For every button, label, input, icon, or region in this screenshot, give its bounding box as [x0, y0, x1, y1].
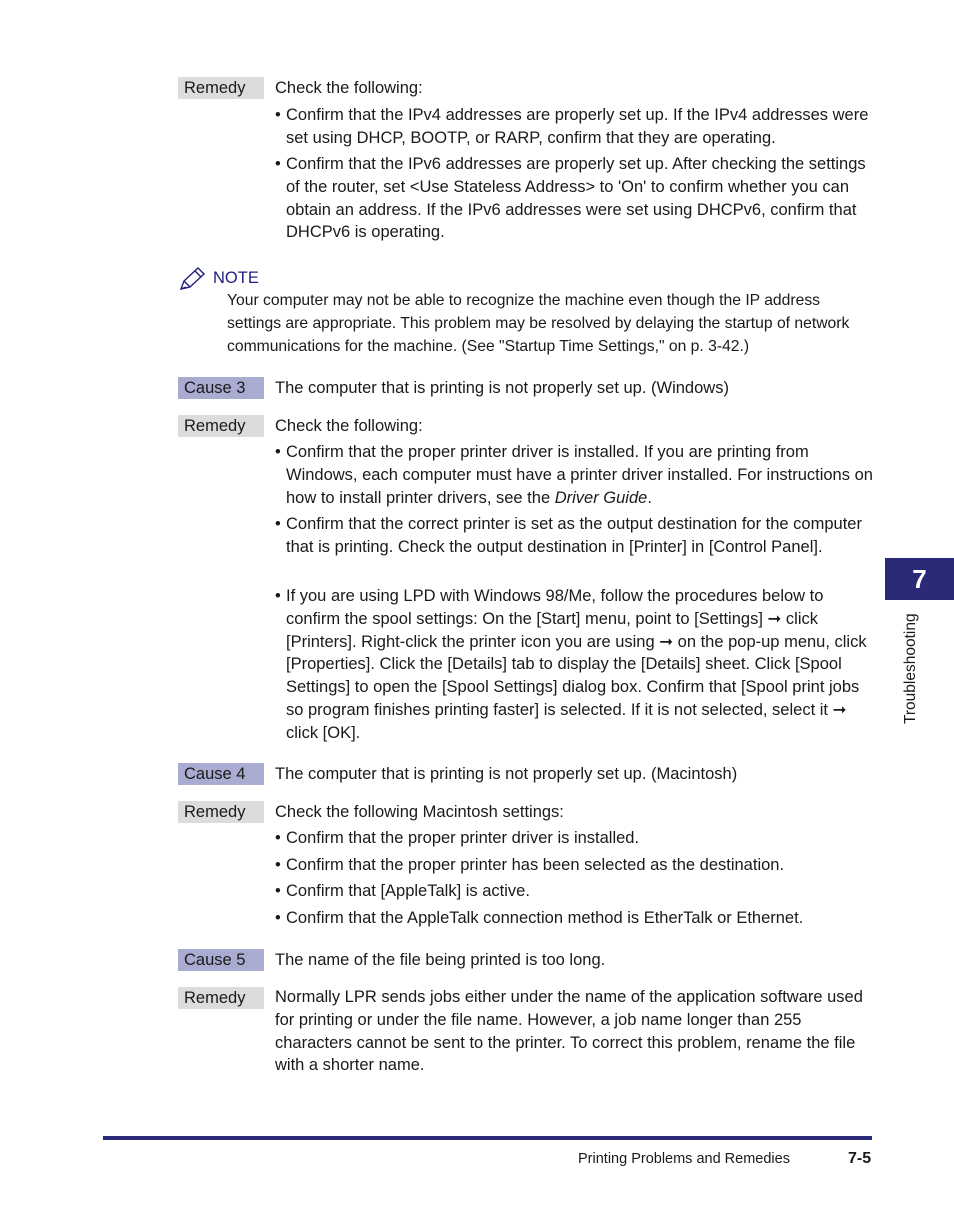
remedy-text: Normally LPR sends jobs either under the name of the application software used for printing or under the file name. However, a job name longer than 255 characters cannot be sent to the printer. To correct this problem, rename the file with a shorter name. — [275, 988, 863, 1075]
cause-text: The computer that is printing is not properly set up. (Windows) — [275, 379, 729, 397]
list-item: • Confirm that the proper printer has been selected as the destination. — [275, 854, 875, 877]
list-item: • Confirm that [AppleTalk] is active. — [275, 880, 875, 903]
list-item — [275, 441, 875, 509]
driver-guide-title: Driver Guide — [554, 488, 648, 507]
page-number: 7-5 — [848, 1150, 872, 1167]
chapter-number-tab: 7 — [885, 558, 954, 600]
note-text: Your computer may not be able to recognize the machine even though the IP address settings are appropriate. This problem may be resolved by delaying the startup of network communications for the machine. (See "Startup Time Settings," on p. 3-42.) — [227, 292, 850, 355]
list-item: • Confirm that the IPv6 addresses are properly set up. After checking the settings of the router, set <Use Stateless Address> to 'On' to confirm whether you can obtain an address. If the IPv6 addresses were set using DHCPv6, confirm that DHCPv6 is operating. — [275, 153, 875, 244]
note-label: NOTE — [213, 269, 259, 287]
cause-label: Cause 5 — [178, 949, 264, 971]
remedy-label: Remedy — [178, 415, 264, 437]
footer-section-title: Printing Problems and Remedies — [578, 1151, 790, 1167]
list-item: • Confirm that the correct printer is set as the output destination for the computer that is printing. Check the output destination in [Printer] in [Control Panel]. — [275, 513, 875, 559]
list-item: • Confirm that the AppleTalk connection method is EtherTalk or Ethernet. — [275, 907, 875, 930]
remedy-heading: Check the following: — [275, 79, 423, 97]
remedy-label: Remedy — [178, 987, 264, 1009]
footer-rule — [103, 1136, 872, 1140]
remedy-label: Remedy — [178, 801, 264, 823]
list-item-text: Confirm that the proper printer driver is installed. If you are printing from Windows, each computer must have a printer driver installed. For instructions on how to install printer drivers, see the — [286, 443, 873, 507]
list-item: • Confirm that the IPv4 addresses are properly set up. If the IPv4 addresses were set using DHCP, BOOTP, or RARP, confirm that they are operating. — [275, 104, 875, 150]
cause-text: The name of the file being printed is too long. — [275, 951, 606, 969]
list-item-text-end: . — [647, 488, 652, 507]
pencil-icon — [178, 266, 206, 292]
cause-label: Cause 3 — [178, 377, 264, 399]
remedy-label: Remedy — [178, 77, 264, 99]
list-item: • Confirm that the proper printer driver is installed. — [275, 827, 875, 850]
list-item: • If you are using LPD with Windows 98/Me, follow the procedures below to confirm the spool settings: On the [Start] menu, point to [Settings] ➞ click [Printers]. Right-click the printer icon you are using ➞ on the pop-up menu, click [Properties]. Click the [Details] tab to display the [Details] sheet. Click [Spool Settings] to open the [Spool Settings] dialog box. Confirm that [Spool print jobs so program finishes printing faster] is selected. If it is not selected, select it ➞ click [OK]. — [275, 585, 875, 745]
cause-label: Cause 4 — [178, 763, 264, 785]
chapter-title-tab: Troubleshooting — [902, 613, 919, 724]
remedy-heading: Check the following: — [275, 417, 423, 435]
remedy-heading: Check the following Macintosh settings: — [275, 803, 564, 821]
cause-text: The computer that is printing is not properly set up. (Macintosh) — [275, 765, 738, 783]
